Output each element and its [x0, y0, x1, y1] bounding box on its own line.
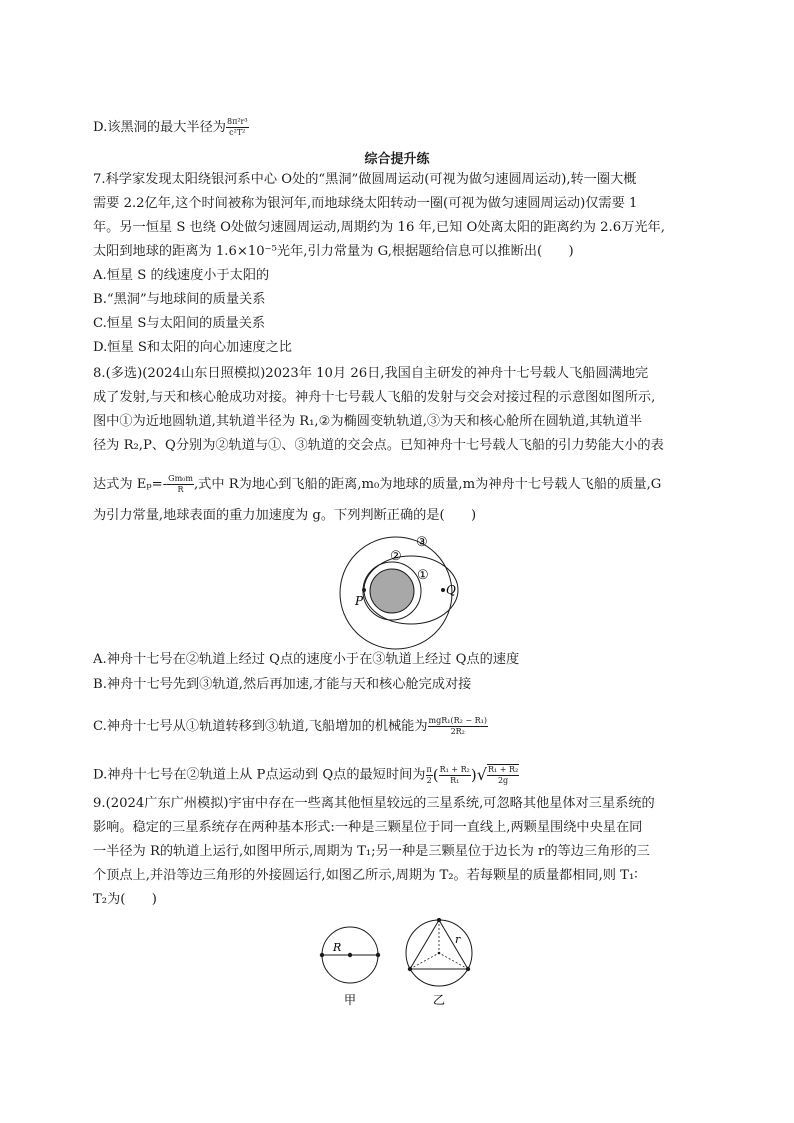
star-right [376, 953, 380, 957]
fraction-denominator: c²T² [229, 128, 246, 137]
q7-option-d: D.恒星 S和太阳的向心加速度之比 [93, 340, 292, 355]
caption-a: 甲 [344, 993, 357, 1007]
fraction-denominator: R [177, 485, 184, 494]
q8-option-a: A.神舟十七号在②轨道上经过 Q点的速度小于在③轨道上经过 Q点的速度 [93, 652, 520, 667]
section-title: 综合提升练 [364, 152, 430, 167]
q8-option-c [93, 716, 488, 737]
q8-option-c-text: C.神舟十七号从①轨道转移到③轨道,飞船增加的机械能为 [93, 719, 428, 734]
ratio-fraction [439, 765, 471, 786]
label-p: P [355, 594, 364, 608]
q7-stem-line-2: 需要 2.2亿年,这个时间被称为银河年,而地球绕太阳转动一圈(可视为做匀速圆周运动)仅需要 1 [93, 196, 638, 211]
orbit-diagram [335, 533, 470, 653]
q8-stem-line-6: 为引力常量,地球表面的重力加速度为 g。下列判断正确的是( ) [93, 508, 477, 523]
triangle-center [438, 952, 441, 955]
q8-stem-line-3: 图中①为近地圆轨道,其轨道半径为 R₁,②为椭圆变轨轨道,③为天和核心舱所在圆轨道,其轨道半 [93, 414, 643, 429]
figure-a-line-system [320, 927, 380, 1007]
q7-option-a: A.恒星 S 的线速度小于太阳的 [93, 268, 270, 283]
star-bottom-left [408, 967, 412, 971]
q8-stem-line-1: 8.(多选)(2024山东日照模拟)2023年 10月 26日,我国自主研发的神舟十七号载人飞船圆满地完 [93, 366, 649, 381]
caption-b: 乙 [433, 993, 446, 1007]
fraction-denominator: 2 [426, 775, 432, 785]
fraction-numerator: R₁ + R₂ [487, 765, 519, 774]
fraction-denominator: 2g [497, 776, 509, 785]
star-left [320, 953, 324, 957]
q8-stem-line-5 [93, 474, 661, 495]
label-q: Q [446, 583, 456, 597]
fraction-numerator: Gm₀m [168, 474, 193, 483]
q8-option-d-text: D.神舟十七号在②轨道上从 P点运动到 Q点的最短时间为 [93, 767, 426, 783]
label-orbit-2: ② [390, 549, 402, 564]
q9-stem-line-2: 影响。稳定的三星系统存在两种基本形式:一种是三颗星位于同一直线上,两颗星围绕中央星在同 [93, 820, 643, 835]
three-star-diagram [315, 918, 485, 1010]
q9-stem-line-4: 个顶点上,并沿等边三角形的外接圆运行,如图乙所示,周期为 T₂。若每颗星的质量都相同,则 T₁∶ [93, 868, 638, 883]
q8-stem-line-2: 成了发射,与天和核心舱成功对接。神舟十七号载人飞船的发射与交会对接过程的示意图如图所示, [93, 390, 656, 405]
open-paren: ( [432, 766, 439, 784]
fraction-numerator: mgR₁(R₂ − R₁) [428, 716, 487, 725]
figure-b-triangle-system [406, 918, 472, 1007]
q7-option-c: C.恒星 S与太阳间的质量关系 [93, 316, 266, 331]
sqrt-fraction [487, 764, 519, 786]
q7-stem-line-4: 太阳到地球的距离为 1.6×10⁻⁵光年,引力常量为 G,根据题给信息可以推断出( ) [93, 244, 574, 259]
q8-stem-line-4: 径为 R₂,P、Q分别为②轨道与①、③轨道的交会点。已知神舟十七号载人飞船的引力势能大小的表 [93, 438, 664, 453]
q9-stem-line-3: 一半径为 R的轨道上运行,如图甲所示,周期为 T₁;另一种是三颗星位于边长为 r的等边三角形的三 [93, 844, 650, 859]
point-p [362, 588, 366, 592]
fraction-numerator: 8π²r³ [226, 117, 248, 126]
q7-stem-line-3: 年。另一恒星 S 也绕 O处做匀速圆周运动,周期约为 16 年,已知 O处离太阳的距离约为 2.6万光年, [93, 220, 665, 235]
label-r-upper: R [333, 941, 342, 954]
label-r-lower: r [455, 933, 461, 946]
q7-stem-line-1: 7.科学家发现太阳绕银河系中心 O处的“黑洞”做圆周运动(可视为做匀速圆周运动),转一圈大概 [93, 172, 637, 187]
q6-option-d-fraction [226, 117, 249, 138]
close-paren: ) [470, 766, 477, 784]
sqrt-icon: √ [476, 765, 487, 784]
q8-option-d [93, 764, 519, 786]
point-q [441, 588, 445, 592]
q8-formula-suffix: ,式中 R为地心到飞船的距离,m₀为地球的质量,m为神舟十七号载人飞船的质量,G [193, 477, 662, 492]
q8-formula-prefix: 达式为 Eₚ=- [93, 477, 168, 492]
q9-stem-line-5: T₂为( ) [93, 892, 157, 907]
fraction-denominator: 2R₂ [450, 727, 465, 736]
label-orbit-1: ① [417, 568, 429, 583]
label-orbit-3: ③ [416, 535, 428, 550]
q6-option-d-text: D.该黑洞的最大半径为 [93, 120, 226, 135]
pi-over-two [426, 765, 433, 786]
earth [370, 569, 414, 613]
fraction-numerator: π [426, 764, 432, 774]
fraction-denominator: R₁ [450, 775, 460, 785]
q8-option-b: B.神舟十七号先到③轨道,然后再加速,才能与天和核心舱完成对接 [93, 677, 472, 692]
q8-potential-fraction [167, 474, 194, 495]
q7-option-b: B.“黑洞”与地球间的质量关系 [93, 292, 266, 307]
q6-option-d [93, 117, 249, 138]
star-top [437, 918, 441, 922]
q9-stem-line-1: 9.(2024广东广州模拟)宇宙中存在一些离其他恒星较远的三星系统,可忽略其他星体对三星系统的 [93, 796, 655, 811]
fraction-numerator: R₁ + R₂ [439, 764, 470, 774]
star-bottom-right [466, 967, 470, 971]
star-center [348, 953, 352, 957]
q8-option-c-fraction [428, 716, 488, 737]
